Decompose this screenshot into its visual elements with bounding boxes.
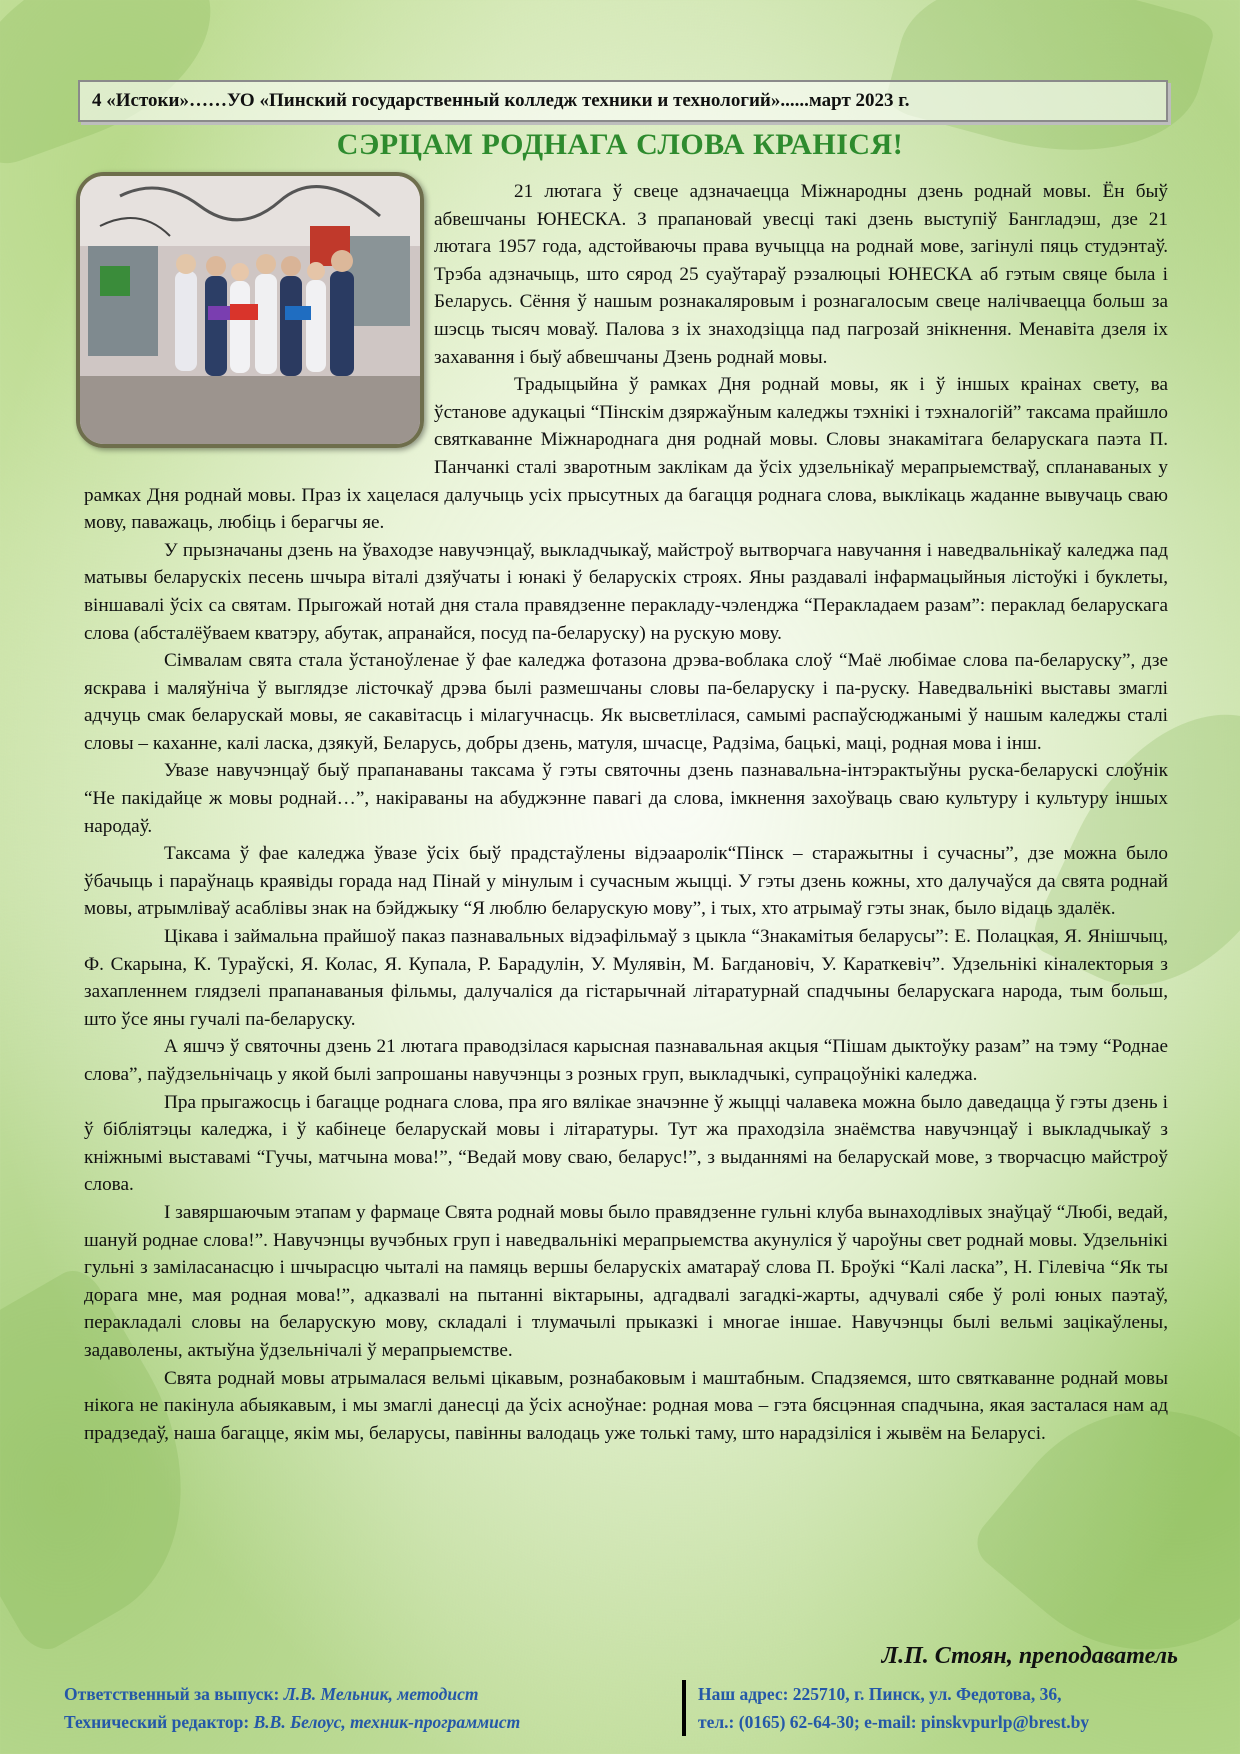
paragraph: Свята роднай мовы атрымалася вельмі цікавым, рознабаковым і маштабным. Спадзяемся, што святкаванне роднай мовы нікога не пакінула абыякавым, і мы змаглі данесці да ўсіх асноўнае: родная мова – гэта бясцэнная спадчына, якая засталася нам ад прадзедаў, наша багацце, якім мы, беларусы, павінны валодаць уже толькі таму, што нарадзіліся і жывём на Беларусі. — [84, 1367, 1168, 1444]
editor-name: В.В. Белоус, техник-программист — [253, 1712, 521, 1732]
paragraph: І завяршаючым этапам у фармаце Свята роднай мовы было правядзенне гульні клуба вынаходлівых знаўцаў “Любі, ведай, шануй роднае слова!”. Навучэнцы вучэбных груп і наведвальнікі мерапрыемства акунуліся ў чароўны свет роднай мовы. Удзельнікі гульні з заміласанасцю і шчырасцю чыталі на памяць вершы беларускіх аматараў слова П. Броўкі “Калі ласка”, Н. Гілевіча “Як ты дорага мне, мая родная мова!”, адказвалі на пытанні віктарыны, адгадвалі загадкі-жарты, адчувалі сябе ў ролі юных паэтаў, перакладалі словы на беларускую мову, складалі і тлумачылі прыказкі і многае іншае. Навучэнцы былі вельмі зацікаўлены, задаволены, актыўна ўдзельнічалі ў мерапрыемстве. — [84, 1201, 1168, 1361]
header-text: 4 «Истоки»……УО «Пинский государственный колледж техники и технологий»......март 2023 г. — [92, 90, 910, 111]
photo-wrap-spacer — [84, 178, 428, 456]
responsible-label: Ответственный за выпуск: — [64, 1684, 280, 1704]
contacts-line: тел.: (0165) 62-64-30; e-mail: pinskvpurlp@brest.by — [698, 1712, 1090, 1732]
footer-divider — [682, 1680, 686, 1736]
paragraph: Увазе навучэнцаў быў прапанаваны таксама ў гэты святочны дзень пазнавальна-інтэрактыўны руска-беларускі слоўнік “Не пакідайце ж мовы роднай…”, накіраваны на абуджэнне павагі да слова, імкнення захоўваць сваю культуру і культуру іншых народаў. — [84, 760, 1168, 837]
paragraph: А яшчэ ў святочны дзень 21 лютага праводзілася карысная пазнавальная акцыя “Пішам дыктоўку разам” на тэму “Роднае слова”, паўдзельнічаць у якой былі запрошаны навучэнцы з розных груп, выкладчыкі, супрацоўнікі каледжа. — [84, 1036, 1168, 1085]
footer-contacts — [698, 1680, 1218, 1736]
paragraph: У прызначаны дзень на ўваходзе навучэнцаў, выкладчыкаў, майстроў вытворчага навучання і наведвальнікаў каледжа пад матывы беларускіх песень шчыра віталі дзяўчаты і юнакі ў беларускіх строях. Яны раздавалі інфармацыйныя лістоўкі і буклеты, віншавалі ўсіх са святам. Прыгожай нотай дня стала правядзенне перакладу-чэленджа “Перакладаем разам”: пераклад беларускага слова (абсталёўваем кватэру, абутак, апранайся, посуд па-беларуску) на рускую мову. — [84, 539, 1168, 644]
paragraph: Пра прыгажосць і багацце роднага слова, пра яго вялікае значэнне ў жыцці чалавека можна было даведацца ў гэты дзень і ў бібліятэцы каледжа, і ў кабінеце беларускай мовы і літаратуры. Тут жа праходзіла знаёмства навучэнцаў і выкладчыкаў з кніжнымі выставамі “Гучы, матчына мова!”, “Ведай мову сваю, беларус!”, з выданнямі на беларускай мове, з творчасцю майстроў слова. — [84, 1091, 1168, 1196]
paragraph: Таксама ў фае каледжа ўвазе ўсіх быў прадстаўлены відэааролік“Пінск – старажытны і сучасны”, дзе можна было ўбачыць і параўнаць краявіды горада над Пінай у мінулым і сучасным жыцці. У гэты дзень кожны, хто далучаўся да свята роднай мовы, атрымліваў асаблівы знак на бэйджыку “Я люблю беларускую мову”, і тых, хто атрымаў гэты знак, было відаць здалёк. — [84, 843, 1168, 920]
paragraph: Традыцыйна ў рамках Дня роднай мовы, як і ў іншых краінах свету, ва ўстанове адукацыі “Пінскім дзяржаўным каледжы тэхнікі і тэхналогій” таксама прайшло святкаванне Міжнароднага дня роднай мовы. Словы знакамітага беларускага паэта П. Панчанкі сталі зваротным заклікам да ўсіх удзельнікаў мерапрыемстваў, спланаваных у рамках Дня роднай мовы. Праз іх хацелася далучыць усіх прысутных да багацця роднага слова, выклікаць жаданне вывучаць сваю мову, паважаць, любіць і берагчы яе. — [84, 374, 1168, 534]
address-line: Наш адрес: 225710, г. Пинск, ул. Федотова, 36, — [698, 1684, 1062, 1704]
newspaper-header — [78, 80, 1168, 122]
article-title: СЭРЦАМ РОДНАГА СЛОВА КРАНІСЯ! — [336, 128, 904, 161]
paragraph: Цікава і займальна прайшоў паказ пазнавальных відэафільмаў з цыкла “Знакамітыя беларусы”: Е. Полацкая, Я. Янішчыц, Ф. Скарына, К. Тураўскі, Я. Колас, Я. Купала, Р. Барадулін, У. Мулявін, М. Багдановіч, У. Караткевіч”. Удзельнікі кіналекторыя з захапленнем глядзелі прапанаваныя фільмы, далучаліся да гістарычнай літаратурнай спадчыны беларускага народа, тым больш, што ўсе яны гучалі па-беларуску. — [84, 926, 1168, 1030]
editor-label: Технический редактор: — [64, 1712, 250, 1732]
article-body — [84, 178, 1168, 1447]
paragraph: 21 лютага ў свеце адзначаецца Міжнародны дзень роднай мовы. Ён быў абвешчаны ЮНЕСКА. З прапановай увесці такі дзень выступіў Бангладэш, дзе 21 лютага 1957 года, адстойваючы права вучыцца на роднай мове, загінулі пяць студэнтаў. Трэба адзначыць, што сярод 25 суаўтараў рэзалюцыі ЮНЕСКА аб гэтым свяце была і Беларусь. Сёння ў нашым рознакаляровым і рознагалосым свеце налічваецца больш за шэсць тысяч моваў. Палова з іх знаходзіцца пад пагрозай знікнення. Менавіта дзеля іх захавання і быў абвешчаны Дзень роднай мовы. — [434, 181, 1168, 368]
author-signature: Л.П. Стоян, преподаватель — [881, 1643, 1178, 1669]
paragraph: Сімвалам свята стала ўстаноўленае ў фае каледжа фотазона дрэва-воблака слоў “Маё любімае слова па-беларуску”, дзе яскрава і маляўніча ў выглядзе лісточкаў дрэва былі размешчаны словы па-беларуску і па-руску. Наведвальнікі выставы змаглі адчуць смак беларускай мовы, яе сакавітасць і мілагучнасць. Як высветлілася, самымі распаўсюджанымі ў нашым каледжы сталі словы – каханне, калі ласка, дзякуй, Беларусь, добры дзень, матуля, шчасце, Радзіма, бацькі, маці, родная мова і інш. — [84, 650, 1168, 754]
responsible-name: Л.В. Мельник, методист — [283, 1684, 479, 1704]
footer-credits — [64, 1680, 674, 1736]
